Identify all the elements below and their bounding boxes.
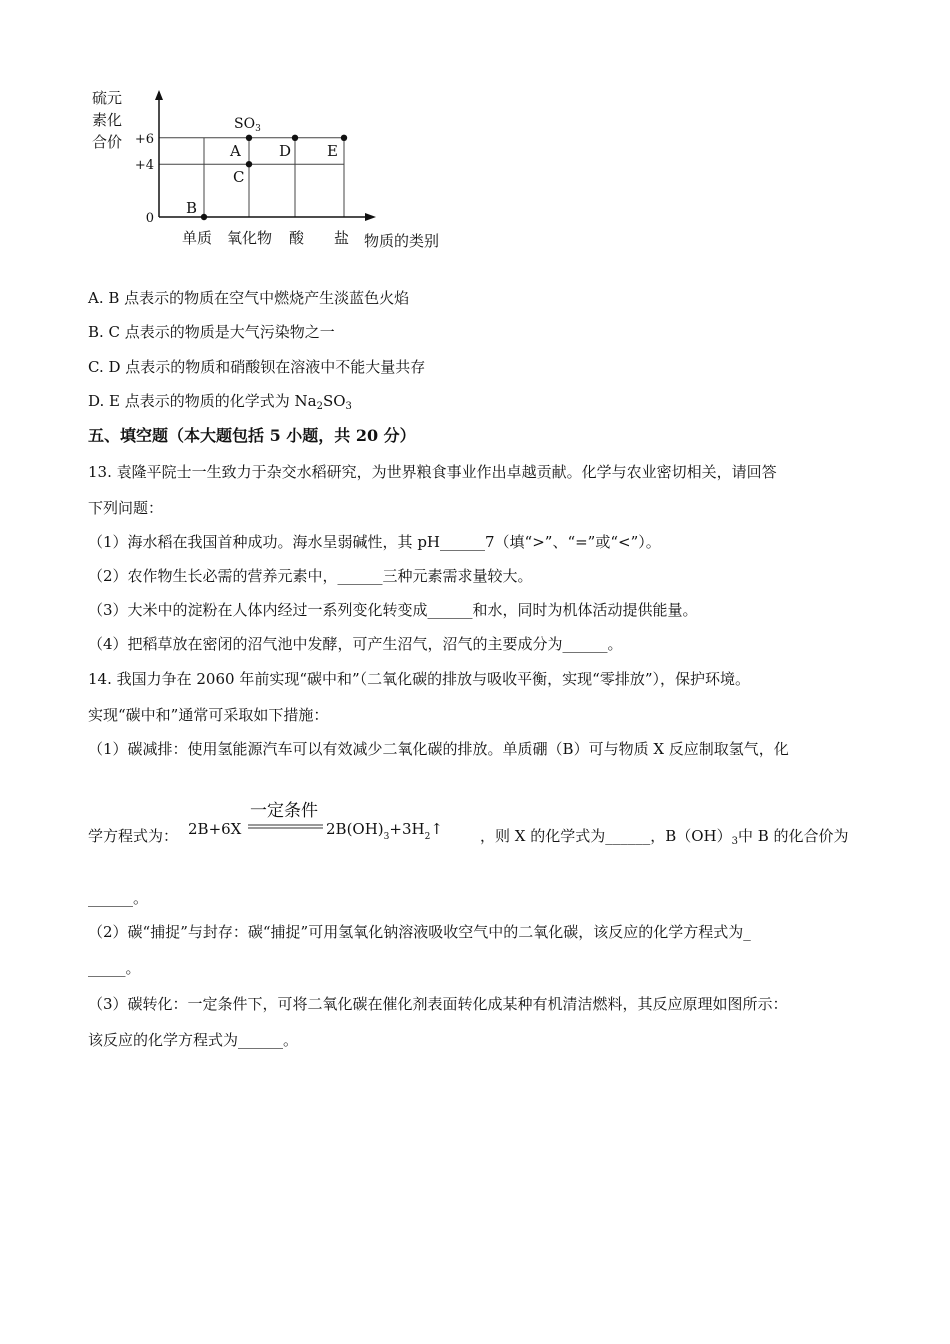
- q13-stem-2: 下列问题：: [88, 499, 164, 517]
- q13-part-4: （4）把稻草放在密闭的沼气池中发酵，可产生沼气，沼气的主要成分为______。: [88, 635, 623, 653]
- xtick-label: 盐: [334, 229, 350, 247]
- data-point: [201, 214, 207, 220]
- chart-xticks: [182, 229, 349, 247]
- q14-blank-line: ______。: [88, 889, 149, 907]
- point-label: E: [327, 141, 338, 160]
- option-a: A. B 点表示的物质在空气中燃烧产生淡蓝色火焰: [88, 289, 410, 307]
- chart-xlabel: 物质的类别: [364, 232, 440, 250]
- xtick-label: 氧化物: [227, 229, 273, 247]
- so3-annotation: $SO_3$: [234, 116, 261, 134]
- eq-tail-a: ，则 X 的化学式为______，B（OH）: [480, 827, 732, 845]
- chart-ylabel: [92, 89, 122, 151]
- q13-stem-1: 13. 袁隆平院士一生致力于杂交水稻研究，为世界粮食事业作出卓越贡献。化学与农业密切相关，请回答: [88, 463, 777, 481]
- y-axis-arrow: [155, 90, 163, 100]
- q14-part-1: （1）碳减排：使用氢能源汽车可以有效减少二氧化碳的排放。单质硼（B）可与物质 X 反应制取氢气，化: [88, 740, 789, 758]
- section-heading: 五、填空题（本大题包括 5 小题，共 20 分）: [88, 426, 416, 445]
- q14-part-2a: （2）碳“捕捉”与封存：碳“捕捉”可用氢氧化钠溶液吸收空气中的二氧化碳，该反应的化学方程式为_: [88, 923, 751, 941]
- q14-part-2b: _____。: [88, 959, 141, 977]
- q13-part-2: （2）农作物生长必需的营养元素中，______三种元素需求量较大。: [88, 567, 533, 585]
- point-label: A: [230, 141, 241, 160]
- ytick-label: +4: [134, 158, 154, 174]
- chart-yticks: [135, 132, 154, 226]
- point-label: C: [233, 168, 245, 187]
- eq-left: 2B+6X: [188, 820, 242, 838]
- option-d-sub1: 2: [316, 401, 323, 412]
- q13-part-1: （1）海水稻在我国首种成功。海水呈弱碱性，其 pH______7（填“>”、“=”或“<”）。: [88, 533, 661, 551]
- q14-equation-lead: 学方程式为：: [88, 827, 179, 845]
- x-axis-arrow: [365, 213, 376, 221]
- option-d-mid: SO: [322, 392, 346, 410]
- q14-stem-1: 14. 我国力争在 2060 年前实现“碳中和”（二氧化碳的排放与吸收平衡，实现“零排放”），保护环境。: [88, 670, 751, 688]
- chemical-equation: [186, 800, 476, 850]
- point-label: B: [186, 199, 198, 217]
- data-point: [341, 135, 347, 141]
- eq-tail-b: 中 B 的化合价为: [738, 827, 849, 845]
- ytick-label: +6: [134, 131, 154, 147]
- ylabel-line: 硫元: [92, 89, 123, 107]
- q13-part-3: （3）大米中的淀粉在人体内经过一系列变化转变成______和水，同时为机体活动提供能量。: [88, 601, 698, 619]
- data-point: [246, 135, 252, 141]
- ylabel-line: 素化: [92, 111, 123, 129]
- point-label: D: [279, 141, 292, 160]
- option-d-text: D. E 点表示的物质的化学式为 Na: [88, 392, 317, 410]
- option-c: C. D 点表示的物质和硝酸钡在溶液中不能大量共存: [88, 358, 426, 376]
- eq-condition: 一定条件: [250, 801, 318, 821]
- q14-part-3b: 该反应的化学方程式为______。: [88, 1031, 299, 1049]
- option-d: [88, 391, 352, 411]
- chart-points: [186, 135, 347, 221]
- option-b: B. C 点表示的物质是大气污染物之一: [88, 323, 335, 341]
- ylabel-line: 合价: [92, 133, 123, 151]
- data-point: [246, 161, 252, 167]
- xtick-label: 单质: [182, 229, 213, 247]
- q14-equation-tail: [480, 826, 849, 846]
- data-point: [292, 135, 298, 141]
- sulfur-valence-chart: [82, 80, 462, 250]
- xtick-label: 酸: [289, 229, 305, 247]
- ytick-label: 0: [145, 211, 154, 226]
- q14-part-3a: （3）碳转化：一定条件下，可将二氧化碳在催化剂表面转化成某种有机清洁燃料，其反应原理如图所示：: [88, 995, 788, 1013]
- eq-right: $2B(OH)_3+3H_2↑$: [326, 820, 443, 842]
- option-d-sub2: 3: [345, 401, 352, 412]
- eq-tail-sub: 3: [731, 836, 738, 847]
- q14-stem-2: 实现“碳中和”通常可采取如下措施：: [88, 706, 329, 724]
